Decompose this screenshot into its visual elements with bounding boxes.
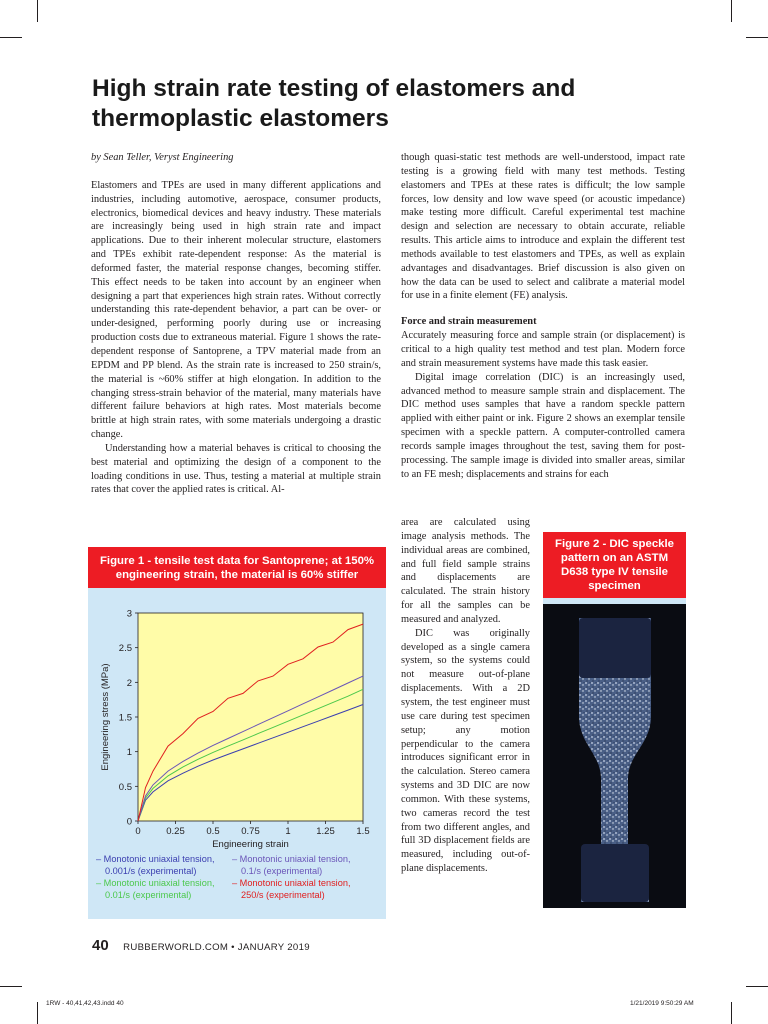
- section-heading: Force and strain measurement: [401, 316, 537, 328]
- legend-label-line: 250/s (experimental): [241, 889, 325, 900]
- page-number: 40: [92, 937, 109, 954]
- x-tick-label: 1: [285, 826, 291, 837]
- legend-item: [232, 854, 382, 877]
- narrow-column: [401, 516, 530, 876]
- paragraph: Digital image correlation (DIC) is an increasingly used, advanced method to measure sample strain and displacement. The DIC method uses samples that have a random speckle pattern applied with either paint or ink. Figure 2 shows an exemplar tensile specimen with a speckle pattern. A computer-controlled camera records sample images throughout the test, saving them for post-processing. The sample image is divided into smaller areas, similar to an FE mesh; displacements and strains for each: [401, 371, 685, 480]
- slug-file: 1RW - 40,41,42,43.indd 40: [46, 1000, 124, 1007]
- y-tick-label: 1: [126, 747, 132, 759]
- y-tick-label: 3: [126, 608, 132, 620]
- figure-2-caption: Figure 2 - DIC speckle pattern on an ASTM D638 type IV tensile specimen: [543, 532, 686, 598]
- paragraph: Accurately measuring force and sample strain (or displacement) is critical to a high quality test method and test plan. Modern force and strain measurement systems have made this task easier.: [401, 330, 685, 369]
- legend-label-line: – Monotonic uniaxial tension,: [96, 854, 215, 864]
- y-tick-label: 0.5: [118, 781, 132, 793]
- crop-mark: [746, 37, 768, 38]
- right-column: [401, 151, 685, 481]
- crop-mark: [37, 1002, 38, 1024]
- stress-strain-chart: [88, 603, 386, 863]
- article-title: High strain rate testing of elastomers and thermoplastic elastomers: [92, 75, 576, 132]
- crop-mark: [731, 0, 732, 22]
- slug-timestamp: 1/21/2019 9:50:29 AM: [630, 1000, 694, 1007]
- paragraph: Understanding how a material behaves is critical to choosing the best material and optimizing the design of a component to the loading conditions in use. Thus, testing a material at multiple strain rates that cover the applied rates is critical. Al-: [91, 442, 381, 496]
- crop-mark: [731, 1002, 732, 1024]
- x-tick-label: 0.5: [206, 826, 220, 837]
- legend-label-line: – Monotonic uniaxial tension,: [96, 878, 215, 888]
- left-column: [91, 151, 381, 497]
- figure-1: [88, 547, 386, 919]
- crop-mark: [0, 37, 22, 38]
- legend-item: [96, 854, 246, 877]
- paragraph: though quasi-static test methods are well-understood, impact rate testing is a growing field with many test methods. Testing elastomers and TPEs at these rates is difficult; the low sample forces, low density and low wave speed (or acoustic impedance) make testing more difficult. Careful experimental test machine design and selection are necessary to obtain accurate, reliable results. This article aims to introduce and explain the different test methods available to test elastomers and TPEs, as well as explain advantages and disadvantages. Brief discussion is also given on how the data can be used to select and calibrate a material model for use in a finite element (FE) analysis.: [401, 152, 685, 302]
- publication-line: RUBBERWORLD.COM • JANUARY 2019: [123, 942, 310, 953]
- legend-label-line: 0.1/s (experimental): [241, 865, 323, 876]
- x-tick-label: 0.75: [241, 826, 260, 837]
- crop-mark: [746, 986, 768, 987]
- legend-label-line: 0.001/s (experimental): [105, 865, 197, 876]
- crop-mark: [0, 986, 22, 987]
- crop-mark: [37, 0, 38, 22]
- y-tick-label: 1.5: [118, 712, 132, 724]
- figure-2: [543, 532, 686, 908]
- speckle-specimen-image: [543, 604, 686, 908]
- figure-1-caption: Figure 1 - tensile test data for Santoprene; at 150% engineering strain, the material is 60% stiffer: [88, 547, 386, 588]
- y-axis-label: Engineering stress (MPa): [100, 663, 111, 771]
- y-tick-label: 2: [126, 677, 132, 689]
- paragraph: Elastomers and TPEs are used in many different applications and industries, including automotive, aerospace, consumer products, electronics, biomedical devices and heavy industry. These materials are increasingly being used in high strain rate and impact applications. Due to their inherent molecular structure, elastomers and TPEs exhibit rate-dependent response: As the material is deformed faster, the material response changes, becoming stiffer. This effect needs to be taken into account by an engineer when designing a part that experiences high strain rates. Without correctly understanding this rate-dependent behavior, a part can be over- or under-designed, performing poorly during use or increasing production costs due to extraneous material. Figure 1 shows the rate-dependent response of Santoprene, a TPV material made from an EPDM and PP blend. As the strain rate is increased to 250 strain/s, the material is ~60% stiffer at high elongation. In addition to the changing stress-strain behavior of the material, many materials have different failure behaviors at high rates. Most materials become brittle at high strain rates, with some materials undergoing a drastic change.: [91, 179, 381, 441]
- y-tick-label: 2.5: [118, 643, 132, 655]
- x-axis-label: Engineering strain: [212, 839, 289, 850]
- legend-label-line: – Monotonic uniaxial tension,: [232, 878, 351, 888]
- y-tick-label: 0: [126, 816, 132, 828]
- legend-label-line: 0.01/s (experimental): [105, 889, 192, 900]
- legend-item: [232, 878, 382, 901]
- x-tick-label: 0: [135, 826, 141, 837]
- x-tick-label: 0.25: [166, 826, 185, 837]
- x-tick-label: 1.5: [356, 826, 370, 837]
- page-footer: [92, 937, 310, 955]
- paragraph: area are calculated using image analysis methods. The individual areas are combined, and full field sample strains and displacements are calculated. The strain history for all the samples can be measured and analyzed.: [401, 517, 530, 625]
- x-tick-label: 1.25: [316, 826, 335, 837]
- legend-item: [96, 878, 246, 901]
- legend-label-line: – Monotonic uniaxial tension,: [232, 854, 351, 864]
- paragraph: DIC was originally developed as a single camera system, so the systems could not measure out-of-plane displacements. With a 2D system, the test engineer must use care during test specimen setup; any motion perpendicular to the camera introduces significant error in the calculation. Stereo camera systems and 3D DIC are now common. With these systems, two cameras record the test from two different angles, and full 3D displacement fields are measured, including out-of-plane displacements.: [401, 627, 530, 875]
- byline: by Sean Teller, Veryst Engineering: [91, 152, 234, 163]
